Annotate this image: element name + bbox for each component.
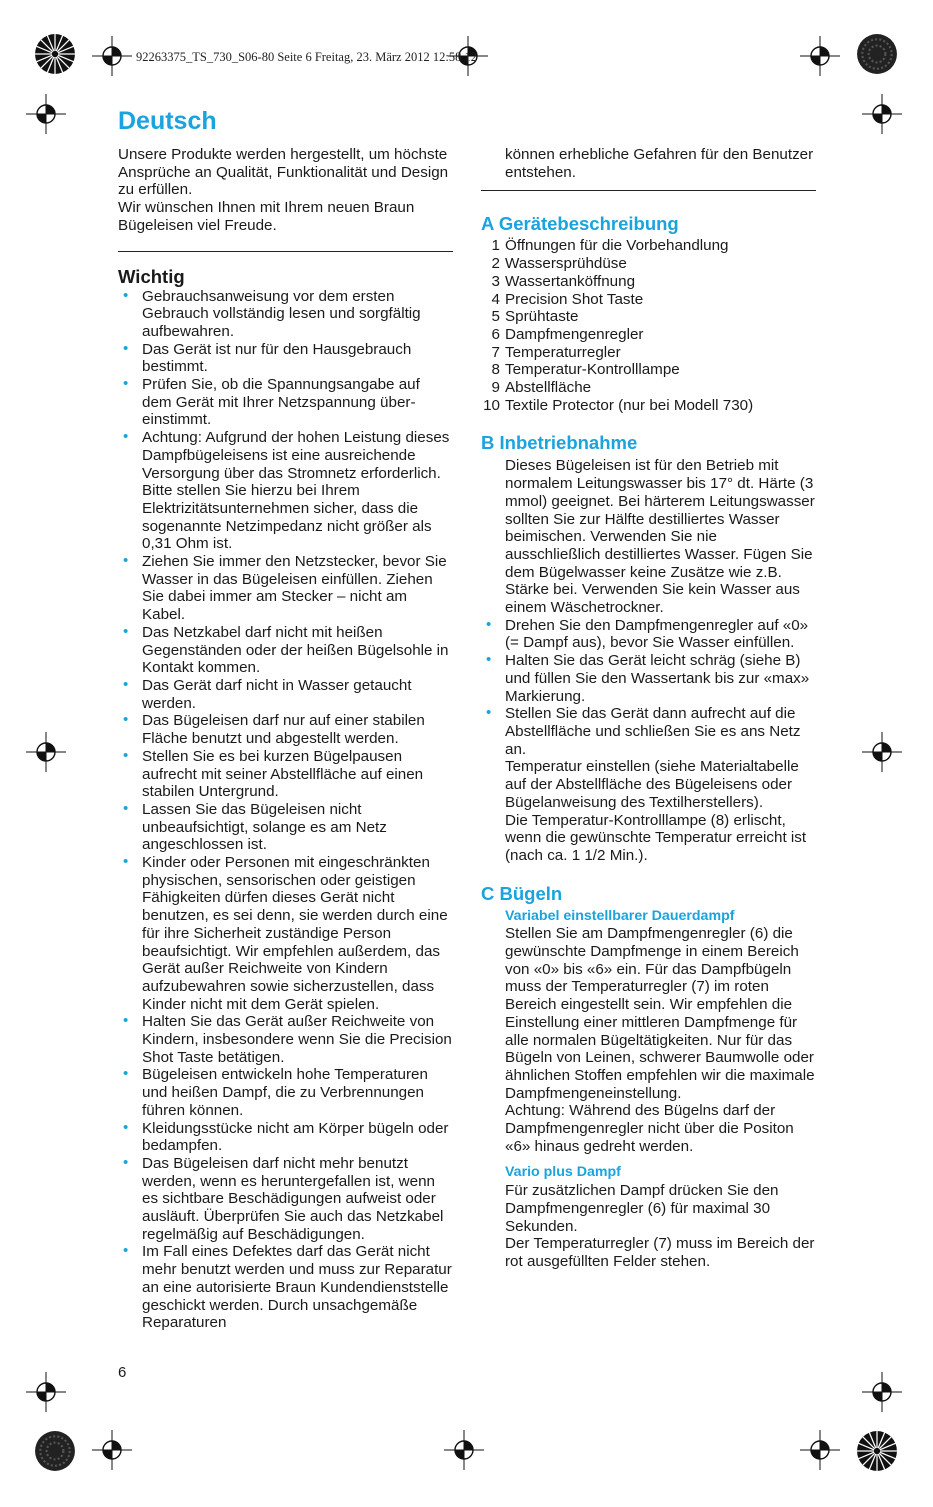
list-item: 2 Wassersprühdüse	[491, 255, 627, 273]
list-item: • Kleidungsstücke nicht am Körper bügeln oder bedampfen.	[123, 1118, 449, 1155]
crosshair-icon	[92, 1430, 132, 1470]
list-item: • Das Bügeleisen darf nur auf einer stabilen Fläche benutzt und abgestellt werden.	[123, 711, 425, 748]
crosshair-icon	[800, 1430, 840, 1470]
page-number: 6	[118, 1364, 127, 1381]
subheading-vario: Vario plus Dampf	[505, 1164, 621, 1181]
list-item: 4 Precision Shot Taste	[491, 290, 644, 308]
list-item: • Das Bügeleisen darf nicht mehr benutzt werden, wenn es heruntergefallen ist, wenn es sichtbare Beschädigungen aufweist oder ausläuft. Überprüfen Sie auch das Netzkabel regelmäßig auf Beschädigungen.	[123, 1153, 444, 1243]
list-item: • Lassen Sie das Bügeleisen nicht unbeaufsichtigt, solange es am Netz angeschlossen ist.	[123, 799, 387, 854]
print-slug: 92263375_TS_730_S06-80 Seite 6 Freitag, 23. März 2012 12:58 12	[136, 50, 477, 64]
section-c-heading: C Bügeln	[481, 882, 563, 904]
crosshair-icon	[862, 1372, 902, 1412]
subheading-dauerdampf: Variabel einstellbarer Dauerdampf	[505, 907, 735, 924]
crosshair-icon	[862, 94, 902, 134]
list-item: • Drehen Sie den Dampfmengenregler auf «0» (= Dampf aus), bevor Sie Wasser einfüllen.	[486, 615, 809, 652]
crosshair-icon	[26, 732, 66, 772]
wichtig-continuation: können erhebliche Gefahren für den Benutzer entstehen.	[505, 146, 814, 181]
section-b-heading: B Inbetriebnahme	[481, 432, 638, 454]
list-item: 1 Öffnungen für die Vorbehandlung	[491, 237, 729, 255]
registration-disc-icon	[34, 1430, 76, 1472]
intro-paragraph: Unsere Produkte werden hergestellt, um höchste Ansprüche an Qualität, Funktionalität und Design zu erfüllen.	[118, 146, 449, 199]
list-item: 10 Textile Protector (nur bei Modell 730)	[483, 396, 754, 414]
list-item: • Das Gerät ist nur für den Hausgebrauch bestimmt.	[123, 339, 412, 376]
crosshair-icon	[92, 36, 132, 76]
registration-disc-icon	[856, 33, 898, 75]
dauerdampf-paragraph: Stellen Sie am Dampfmengenregler (6) die gewünschte Dampfmenge in einem Bereich von «0» bis «6» ein. Für das Dampfbügeln muss der Temperaturregler (7) im roten Bereich eingestellt sein. Wir empfehlen die Einstellung einer mittleren Dampfmenge für alle normalen Bügeltätigkeiten. Nur für das Bügeln von Leinen, schwerer Baumwolle oder ähnlichen Stoffen empfehlen wir die maximale Dampfmengeneinstellung.	[505, 925, 815, 1102]
list-item: 5 Sprühtaste	[491, 308, 579, 326]
list-item: 8 Temperatur-Kontrolllampe	[491, 361, 680, 379]
section-b-list	[481, 617, 816, 759]
registration-burst-icon	[856, 1430, 898, 1472]
divider	[481, 190, 816, 191]
list-item: 3 Wassertanköffnung	[491, 272, 636, 290]
intro-paragraph: Wir wünschen Ihnen mit Ihrem neuen Braun Bügeleisen viel Freude.	[118, 199, 415, 234]
list-item: • Achtung: Aufgrund der hohen Leistung dieses Dampfbügeleisens ist eine ausreichende Versorgung über das Stromnetz erforderlich. Bitte stellen Sie hierzu bei Ihrem Elektrizitätsunternehmen sicher, dass die sogenannte Netzimpedanz nicht größer als 0,31 Ohm ist.	[123, 428, 450, 553]
list-item: • Im Fall eines Defektes darf das Gerät nicht mehr benutzt werden und muss zur Reparatur an eine autorisierte Braun Kundendienststelle geschickt werden. Durch unsachgemäße Reparaturen	[123, 1242, 452, 1332]
warning-paragraph: Achtung: Während des Bügelns darf der Dampfmengenregler nicht über die Positon «6» hinaus gedreht werden.	[505, 1102, 794, 1155]
crosshair-icon	[862, 732, 902, 772]
page-title: Deutsch	[118, 107, 217, 135]
crosshair-icon	[26, 1372, 66, 1412]
wichtig-heading: Wichtig	[118, 265, 185, 287]
section-b-intro: Dieses Bügeleisen ist für den Betrieb mit normalem Leitungswasser bis 17° dt. Härte (3 mmol) geeignet. Bei härterem Leitungswasser sollten Sie zur Hälfte destilliertes Wasser beimischen. Verwenden Sie nie ausschließlich destilliertes Wasser. Fügen Sie dem Bügelwasser keine Zusätze wie z.B. Stärke bei. Verwenden Sie kein Wasser aus einem Wäschetrockner.	[505, 457, 815, 617]
crosshair-icon	[444, 1430, 484, 1470]
left-column	[118, 146, 453, 1332]
list-item: 6 Dampfmengenregler	[491, 325, 644, 343]
list-item: • Das Netzkabel darf nicht mit heißen Gegenständen oder der heißen Bügelsohle in Kontakt kommen.	[123, 622, 449, 677]
crosshair-icon	[800, 36, 840, 76]
divider	[118, 251, 453, 252]
registration-burst-icon	[34, 33, 76, 75]
list-item: • Kinder oder Personen mit eingeschränkten physischen, sensorischen oder geistigen Fähigkeiten dürfen dieses Gerät nicht benutzen, es sei denn, sie werden durch eine für ihre Sicherheit zuständige Person beaufsichtigt. Wir empfehlen außerdem, das Gerät außer Reichweite von Kindern aufzubewahren sowie sicherzustellen, dass Kinder nicht mit dem Gerät spielen.	[123, 853, 448, 1013]
list-item: • Gebrauchsanweisung vor dem ersten Gebrauch vollständig lesen und sorgfältig aufbewahren.	[123, 286, 421, 340]
crosshair-icon	[26, 94, 66, 134]
list-item: • Stellen Sie es bei kurzen Bügelpausen aufrecht mit seiner Abstellfläche auf einen stabilen Untergrund.	[123, 746, 424, 801]
list-item: • Bügeleisen entwickeln hohe Temperaturen und heißen Dampf, die zu Verbrennungen führen können.	[123, 1065, 428, 1119]
section-a-heading: A Gerätebeschreibung	[481, 213, 679, 235]
list-item: • Prüfen Sie, ob die Spannungsangabe auf dem Gerät mit Ihrer Netzspannung übereinstimmt.	[123, 375, 420, 429]
regulator-paragraph: Der Temperaturregler (7) muss im Bereich der rot ausgefüllten Felder stehen.	[505, 1235, 815, 1270]
lamp-paragraph: Die Temperatur-Kontrolllampe (8) erlischt, wenn die gewünschte Temperatur erreicht ist (nach ca. 1 1/2 Min.).	[505, 811, 807, 864]
list-item: 7 Temperaturregler	[491, 343, 621, 361]
list-item: • Ziehen Sie immer den Netzstecker, bevor Sie Wasser in das Bügeleisen einfüllen. Ziehen Sie dabei immer am Stecker – nicht am Kabel.	[123, 552, 447, 624]
list-item: • Stellen Sie das Gerät dann aufrecht auf die Abstellfläche und schließen Sie es ans Netz an.	[486, 704, 801, 758]
list-item: 9 Abstellfläche	[491, 379, 592, 397]
parts-list	[481, 237, 816, 414]
temperature-paragraph: Temperatur einstellen (siehe Materialtabelle auf der Abstellfläche des Bügeleisens oder Bügelanweisung des Textilherstellers).	[505, 758, 799, 811]
vario-paragraph: Für zusätzlichen Dampf drücken Sie den Dampfmengenregler (6) für maximal 30 Sekunden.	[505, 1182, 779, 1235]
wichtig-list	[118, 288, 453, 1332]
list-item: • Halten Sie das Gerät außer Reichweite von Kindern, insbesondere wenn Sie die Precision Shot Taste betätigen.	[123, 1012, 452, 1066]
list-item: • Das Gerät darf nicht in Wasser getaucht werden.	[123, 675, 412, 712]
right-column	[481, 146, 816, 1271]
list-item: • Halten Sie das Gerät leicht schräg (siehe B) und füllen Sie den Wassertank bis zur «max» Markierung.	[486, 651, 810, 705]
